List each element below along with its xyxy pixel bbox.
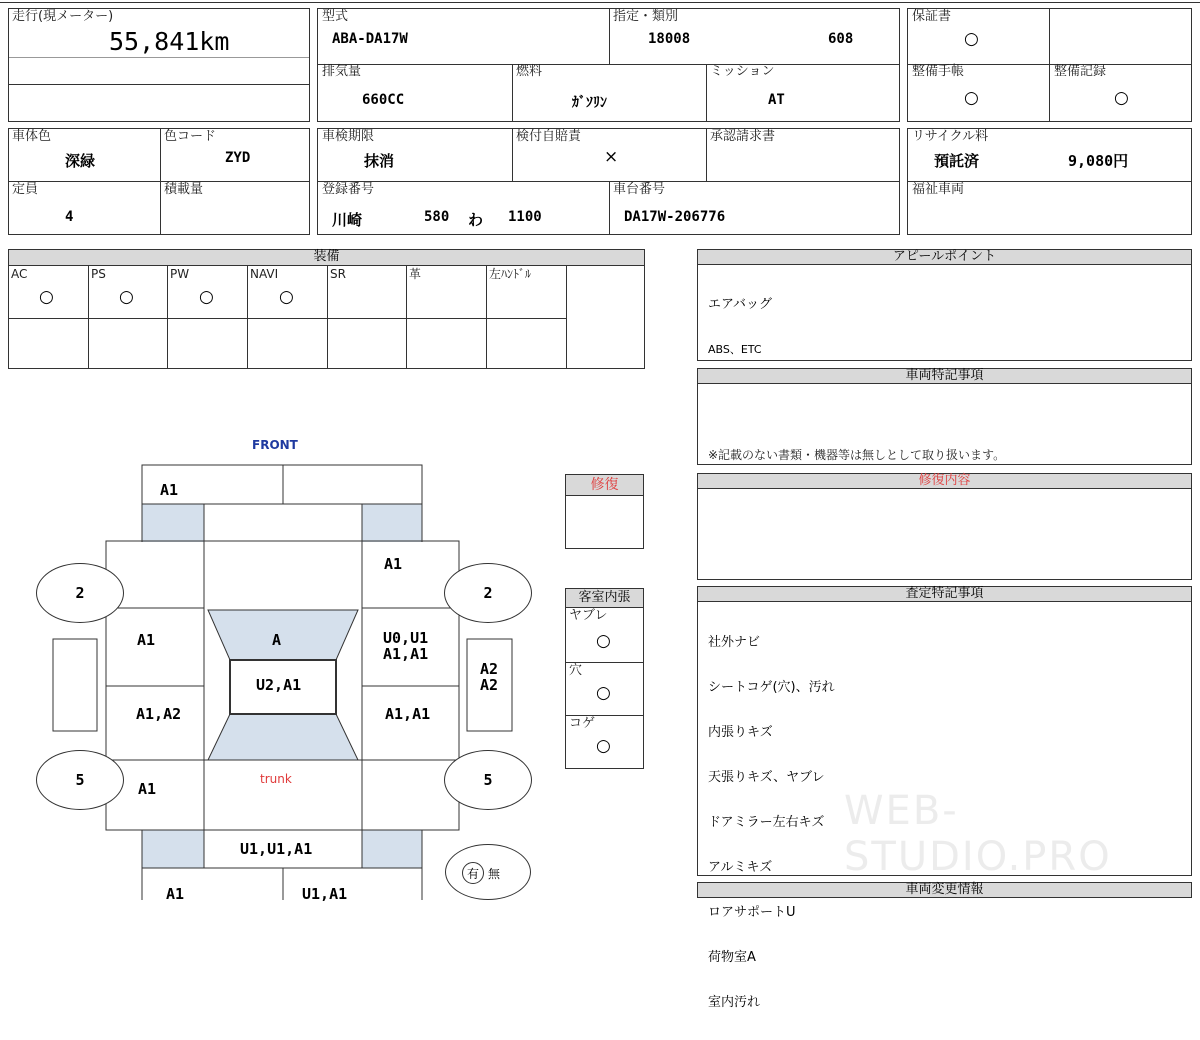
color-box xyxy=(8,128,310,235)
tire-front-left: 2 xyxy=(36,563,124,623)
recycle-status: 預託済 xyxy=(934,152,980,170)
equip-hdivider xyxy=(9,318,567,319)
tire-rear-right: 5 xyxy=(444,750,532,810)
tire-front-right: 2 xyxy=(444,563,532,623)
designation-label: 指定・類別 xyxy=(613,9,679,24)
equipment-title: 装備 xyxy=(8,249,645,266)
spec-divider xyxy=(512,64,513,122)
body-color-value: 深緑 xyxy=(65,152,96,170)
model-value: ABA-DA17W xyxy=(332,31,408,47)
insurance-mark: × xyxy=(604,147,619,167)
interior-tear-mark: ○ xyxy=(596,631,611,651)
equip-ps-mark: ○ xyxy=(119,287,134,307)
recycle-box xyxy=(907,128,1192,235)
spare-tire xyxy=(445,844,531,900)
repair-title: 修復 xyxy=(565,474,644,496)
model-label: 型式 xyxy=(322,9,349,24)
repair-box xyxy=(565,495,644,549)
designation-num2: 608 xyxy=(828,31,854,47)
transmission-value: AT xyxy=(768,92,785,108)
interior-hole-mark: ○ xyxy=(596,683,611,703)
assessment-line: 社外ナビ xyxy=(708,635,761,650)
color-code-label: 色コード xyxy=(164,129,217,144)
appeal-line: ABS、ETC xyxy=(708,343,762,356)
designation-num1: 18008 xyxy=(648,31,691,47)
displacement-label: 排気量 xyxy=(322,64,362,79)
displacement-value: 660CC xyxy=(362,92,405,108)
maintenance-record-mark: ○ xyxy=(1114,88,1129,108)
registration-city: 川崎 xyxy=(332,211,363,229)
interior-tear-label: ヤブレ xyxy=(569,608,608,623)
changes-title: 車両変更情報 xyxy=(697,882,1192,898)
docs-box xyxy=(907,8,1192,122)
insurance-label: 検付自賠責 xyxy=(516,129,582,144)
vehicle-notes-box xyxy=(697,383,1192,465)
equip-pw-label: PW xyxy=(170,267,190,281)
maintenance-record-label: 整備記録 xyxy=(1054,64,1107,79)
assessment-line: ロアサポートU xyxy=(708,905,796,920)
right-rear-door-mark: A1,A1 xyxy=(385,705,431,723)
fuel-label: 燃料 xyxy=(516,64,543,79)
interior-burn-label: コゲ xyxy=(569,716,596,731)
dotted-rule xyxy=(9,57,309,58)
odometer-box xyxy=(8,8,310,122)
vehicle-notes-title: 車両特記事項 xyxy=(697,368,1192,384)
approval-label: 承認請求書 xyxy=(710,129,776,144)
docs-divider xyxy=(1049,9,1050,122)
warranty-mark: ○ xyxy=(964,29,979,49)
odometer-label: 走行(現メーター) xyxy=(12,9,114,24)
odometer-divider xyxy=(9,84,309,85)
center-mark: U2,A1 xyxy=(256,676,302,694)
color-divider xyxy=(160,129,161,235)
spec-hdivider xyxy=(318,64,899,65)
interior-burn-mark: ○ xyxy=(596,736,611,756)
equip-pw-mark: ○ xyxy=(199,287,214,307)
assessment-line: アルミキズ xyxy=(708,860,773,875)
spec-divider xyxy=(706,64,707,122)
maintenance-book-mark: ○ xyxy=(964,88,979,108)
rear-panel-mark: U1,U1,A1 xyxy=(240,840,313,858)
car-diagram xyxy=(0,430,560,903)
warranty-label: 保証書 xyxy=(912,9,952,24)
interior-hole-label: 穴 xyxy=(569,663,583,678)
assessment-line: 天張りキズ、ヤブレ xyxy=(708,770,825,785)
spec-box xyxy=(317,8,900,122)
assessment-list xyxy=(708,605,835,1040)
inspection-value: 抹消 xyxy=(364,152,395,170)
watermark: WEB-STUDIO.PRO xyxy=(844,788,1112,880)
welfare-label: 福祉車両 xyxy=(912,182,965,197)
assessment-line: 内張りキズ xyxy=(708,725,773,740)
reg-divider xyxy=(512,129,513,181)
left-quarter-mark: A1 xyxy=(138,780,157,798)
body-color-label: 車体色 xyxy=(12,129,52,144)
color-hdivider xyxy=(9,181,309,182)
registration-box xyxy=(317,128,900,235)
recycle-amount: 9,080円 xyxy=(1068,152,1129,170)
assessment-title: 査定特記事項 xyxy=(697,586,1192,602)
spare-yes-mark: 有 xyxy=(462,862,484,884)
transmission-label: ミッション xyxy=(710,64,775,79)
chassis-label: 車台番号 xyxy=(613,182,666,197)
fuel-value: ｶﾞｿﾘﾝ xyxy=(572,95,607,111)
appeal-box xyxy=(697,264,1192,361)
right-step-mark: A2 A2 xyxy=(480,660,499,694)
equip-divider xyxy=(167,266,168,369)
equip-ac-label: AC xyxy=(11,267,28,281)
assessment-line: シートコゲ(穴)、汚れ xyxy=(708,680,835,695)
maintenance-book-label: 整備手帳 xyxy=(912,64,965,79)
hood-right-mark: A1 xyxy=(384,555,403,573)
equip-divider xyxy=(88,266,89,369)
left-rear-door-mark: A1,A2 xyxy=(136,705,182,723)
load-label: 積載量 xyxy=(164,182,204,197)
spec-divider xyxy=(609,9,610,64)
right-fender-mark: U0,U1 A1,A1 xyxy=(383,629,429,663)
interior-box xyxy=(565,607,644,769)
interior-title: 客室内張 xyxy=(565,588,644,608)
roof-mark: A xyxy=(272,631,282,649)
registration-num: 580 xyxy=(424,209,450,225)
recycle-label: リサイクル料 xyxy=(912,129,989,144)
assessment-line: ドアミラー左右キズ xyxy=(708,815,825,830)
assessment-line: 荷物室A xyxy=(708,950,756,965)
equip-navi-label: NAVI xyxy=(250,267,279,281)
equipment-grid xyxy=(8,265,645,369)
front-label: FRONT xyxy=(252,438,298,452)
equip-lhd-label: 左ﾊﾝﾄﾞﾙ xyxy=(489,267,532,281)
repair-details-box xyxy=(697,488,1192,580)
vehicle-notes-text: ※記載のない書類・機器等は無しとして取り扱います。 xyxy=(708,448,1006,462)
appeal-title: アピールポイント xyxy=(697,249,1192,265)
equip-divider xyxy=(566,266,567,369)
equip-sr-label: SR xyxy=(330,267,346,281)
equip-divider xyxy=(247,266,248,369)
capacity-value: 4 xyxy=(65,209,74,225)
capacity-label: 定員 xyxy=(12,182,39,197)
equip-navi-mark: ○ xyxy=(279,287,294,307)
rear-bumper-right-mark: U1,A1 xyxy=(302,885,348,903)
tire-rear-left: 5 xyxy=(36,750,124,810)
registration-plate: 1100 xyxy=(508,209,542,225)
equip-divider xyxy=(486,266,487,369)
color-code-value: ZYD xyxy=(225,150,251,166)
top-rule xyxy=(0,2,1200,3)
equip-ac-mark: ○ xyxy=(39,287,54,307)
chassis-value: DA17W-206776 xyxy=(624,209,726,225)
assessment-line: 室内汚れ xyxy=(708,995,761,1010)
spare-no-label: 無 xyxy=(488,867,501,881)
equip-leather-label: 革 xyxy=(409,267,422,281)
registration-kana: わ xyxy=(468,211,484,229)
reg-divider xyxy=(609,181,610,235)
inspection-label: 車検期限 xyxy=(322,129,375,144)
rear-bumper-left-mark: A1 xyxy=(166,885,185,903)
equip-ps-label: PS xyxy=(91,267,106,281)
car-outline xyxy=(0,430,560,903)
front-bumper-mark: A1 xyxy=(160,481,179,499)
repair-details-title: 修復内容 xyxy=(697,473,1192,489)
registration-label: 登録番号 xyxy=(322,182,375,197)
equip-divider xyxy=(406,266,407,369)
equip-divider xyxy=(327,266,328,369)
left-fender-mark: A1 xyxy=(137,631,156,649)
trunk-label: trunk xyxy=(260,772,292,786)
odometer-value: 55,841km xyxy=(109,27,230,56)
reg-divider xyxy=(706,129,707,181)
appeal-line: エアバッグ xyxy=(708,297,772,312)
